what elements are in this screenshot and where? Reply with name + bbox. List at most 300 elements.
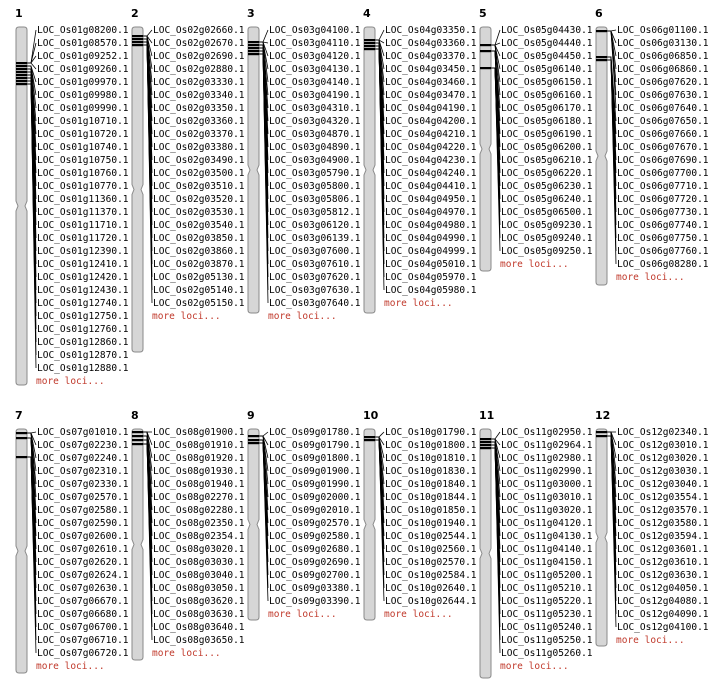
locus-label[interactable]: LOC_Os07g06700.1	[37, 622, 129, 633]
locus-label[interactable]: LOC_Os05g06190.1	[501, 129, 593, 140]
locus-label[interactable]: LOC_Os11g04120.1	[501, 518, 593, 529]
locus-label[interactable]: LOC_Os11g02964.1	[501, 440, 593, 451]
locus-label[interactable]: LOC_Os02g03350.1	[153, 103, 245, 114]
chromosome-number: 2	[131, 7, 139, 20]
locus-label[interactable]: LOC_Os07g02240.1	[37, 453, 129, 464]
chromosome-number: 5	[479, 7, 487, 20]
locus-label[interactable]: LOC_Os02g03510.1	[153, 181, 245, 192]
chromosome-number: 11	[479, 409, 495, 422]
locus-connector	[375, 432, 384, 437]
chromosome-body	[248, 429, 259, 620]
locus-label[interactable]: LOC_Os05g06170.1	[501, 103, 593, 114]
locus-label[interactable]: LOC_Os07g02610.1	[37, 544, 129, 555]
locus-label[interactable]: LOC_Os06g07760.1	[617, 246, 709, 257]
chromosome-8	[131, 409, 245, 660]
chromosome-body	[596, 429, 607, 646]
locus-label[interactable]: LOC_Os09g02690.1	[269, 557, 361, 568]
locus-label[interactable]: LOC_Os06g07700.1	[617, 168, 709, 179]
locus-label[interactable]: LOC_Os02g02880.1	[153, 64, 245, 75]
locus-label[interactable]: LOC_Os12g03610.1	[617, 557, 709, 568]
locus-marker	[16, 83, 27, 85]
locus-label[interactable]: LOC_Os01g10740.1	[37, 142, 129, 153]
locus-label[interactable]: LOC_Os04g04210.1	[385, 129, 477, 140]
locus-label[interactable]: LOC_Os01g12870.1	[37, 350, 129, 361]
locus-label[interactable]: LOC_Os01g11720.1	[37, 233, 129, 244]
locus-label[interactable]: LOC_Os04g03370.1	[385, 51, 477, 62]
locus-label[interactable]: LOC_Os03g04310.1	[269, 103, 361, 114]
locus-label[interactable]: LOC_Os03g04110.1	[269, 38, 361, 49]
locus-label[interactable]: LOC_Os08g03630.1	[153, 609, 245, 620]
locus-label[interactable]: LOC_Os04g04240.1	[385, 168, 477, 179]
locus-label[interactable]: LOC_Os08g02270.1	[153, 492, 245, 503]
more-loci-link[interactable]: more loci...	[152, 648, 221, 659]
locus-label[interactable]: LOC_Os02g03520.1	[153, 194, 245, 205]
locus-label[interactable]: LOC_Os03g04120.1	[269, 51, 361, 62]
locus-label[interactable]: LOC_Os04g04999.1	[385, 246, 477, 257]
locus-label[interactable]: LOC_Os01g10760.1	[37, 168, 129, 179]
locus-label[interactable]: LOC_Os05g06150.1	[501, 77, 593, 88]
locus-label[interactable]: LOC_Os12g03554.1	[617, 492, 709, 503]
chromosome-1	[15, 7, 129, 387]
locus-marker	[480, 50, 491, 52]
locus-connector	[143, 30, 152, 36]
locus-label[interactable]: LOC_Os10g01840.1	[385, 479, 477, 490]
locus-label[interactable]: LOC_Os07g02230.1	[37, 440, 129, 451]
locus-marker	[480, 444, 491, 446]
locus-label[interactable]: LOC_Os03g07620.1	[269, 272, 361, 283]
locus-label[interactable]: LOC_Os01g10770.1	[37, 181, 129, 192]
locus-label[interactable]: LOC_Os06g06850.1	[617, 51, 709, 62]
locus-marker	[480, 441, 491, 443]
locus-label[interactable]: LOC_Os04g04990.1	[385, 233, 477, 244]
locus-label[interactable]: LOC_Os02g03490.1	[153, 155, 245, 166]
locus-connector	[375, 30, 384, 40]
locus-label[interactable]: LOC_Os01g08200.1	[37, 25, 129, 36]
locus-label[interactable]: LOC_Os04g03450.1	[385, 64, 477, 75]
locus-label[interactable]: LOC_Os05g04440.1	[501, 38, 593, 49]
locus-label[interactable]: LOC_Os07g06720.1	[37, 648, 129, 659]
locus-connector	[491, 30, 500, 45]
locus-connector	[259, 30, 268, 42]
locus-label[interactable]: LOC_Os02g02670.1	[153, 38, 245, 49]
locus-label[interactable]: LOC_Os04g05010.1	[385, 259, 477, 270]
locus-label[interactable]: LOC_Os01g12880.1	[37, 363, 129, 374]
locus-label[interactable]: LOC_Os01g11370.1	[37, 207, 129, 218]
locus-marker	[480, 438, 491, 440]
more-loci-link[interactable]: more loci...	[268, 609, 337, 620]
chromosome-12	[595, 409, 709, 646]
locus-label[interactable]: LOC_Os05g04430.1	[501, 25, 593, 36]
locus-label[interactable]: LOC_Os09g02580.1	[269, 531, 361, 542]
locus-label[interactable]: LOC_Os06g07690.1	[617, 155, 709, 166]
locus-label[interactable]: LOC_Os12g03630.1	[617, 570, 709, 581]
locus-label[interactable]: LOC_Os03g04890.1	[269, 142, 361, 153]
locus-label[interactable]: LOC_Os02g03500.1	[153, 168, 245, 179]
locus-label[interactable]: LOC_Os07g02590.1	[37, 518, 129, 529]
locus-label[interactable]: LOC_Os01g09260.1	[37, 64, 129, 75]
chromosome-11	[479, 409, 593, 678]
locus-label[interactable]: LOC_Os06g07710.1	[617, 181, 709, 192]
locus-label[interactable]: LOC_Os09g02010.1	[269, 505, 361, 516]
locus-label[interactable]: LOC_Os02g03340.1	[153, 90, 245, 101]
locus-label[interactable]: LOC_Os03g04900.1	[269, 155, 361, 166]
locus-label[interactable]: LOC_Os05g04450.1	[501, 51, 593, 62]
locus-label[interactable]: LOC_Os10g01830.1	[385, 466, 477, 477]
locus-label[interactable]: LOC_Os01g10720.1	[37, 129, 129, 140]
locus-label[interactable]: LOC_Os12g03570.1	[617, 505, 709, 516]
locus-label[interactable]: LOC_Os11g03000.1	[501, 479, 593, 490]
locus-marker	[16, 456, 27, 458]
locus-label[interactable]: LOC_Os09g02000.1	[269, 492, 361, 503]
locus-label[interactable]: LOC_Os04g04200.1	[385, 116, 477, 127]
locus-label[interactable]: LOC_Os12g02340.1	[617, 427, 709, 438]
chromosome-body	[248, 27, 259, 313]
locus-label[interactable]: LOC_Os02g03870.1	[153, 259, 245, 270]
locus-label[interactable]: LOC_Os11g04150.1	[501, 557, 593, 568]
locus-label[interactable]: LOC_Os02g05130.1	[153, 272, 245, 283]
locus-label[interactable]: LOC_Os03g07640.1	[269, 298, 361, 309]
locus-label[interactable]: LOC_Os11g05230.1	[501, 609, 593, 620]
locus-label[interactable]: LOC_Os07g06680.1	[37, 609, 129, 620]
locus-label[interactable]: LOC_Os03g04140.1	[269, 77, 361, 88]
locus-label[interactable]: LOC_Os11g02950.1	[501, 427, 593, 438]
locus-label[interactable]: LOC_Os05g09250.1	[501, 246, 593, 257]
locus-label[interactable]: LOC_Os05g09240.1	[501, 233, 593, 244]
chromosome-body	[480, 429, 491, 678]
locus-label[interactable]: LOC_Os01g12750.1	[37, 311, 129, 322]
locus-label[interactable]: LOC_Os10g02560.1	[385, 544, 477, 555]
more-loci-link[interactable]: more loci...	[384, 298, 453, 309]
chromosome-number: 12	[595, 409, 611, 422]
locus-label[interactable]: LOC_Os11g03010.1	[501, 492, 593, 503]
locus-label[interactable]: LOC_Os08g03020.1	[153, 544, 245, 555]
locus-label[interactable]: LOC_Os11g05260.1	[501, 648, 593, 659]
locus-label[interactable]: LOC_Os03g07630.1	[269, 285, 361, 296]
locus-label[interactable]: LOC_Os02g02690.1	[153, 51, 245, 62]
chromosome-7	[15, 409, 129, 673]
locus-label[interactable]: LOC_Os02g02660.1	[153, 25, 245, 36]
more-loci-link[interactable]: more loci...	[36, 661, 105, 672]
locus-label[interactable]: LOC_Os09g02680.1	[269, 544, 361, 555]
more-loci-link[interactable]: more loci...	[152, 311, 221, 322]
locus-label[interactable]: LOC_Os11g04130.1	[501, 531, 593, 542]
locus-label[interactable]: LOC_Os12g03601.1	[617, 544, 709, 555]
more-loci-link[interactable]: more loci...	[500, 661, 569, 672]
chromosome-body	[596, 27, 607, 285]
locus-label[interactable]: LOC_Os04g04980.1	[385, 220, 477, 231]
chromosome-6	[595, 7, 709, 285]
locus-label[interactable]: LOC_Os05g06180.1	[501, 116, 593, 127]
locus-label[interactable]: LOC_Os10g02544.1	[385, 531, 477, 542]
locus-label[interactable]: LOC_Os02g03540.1	[153, 220, 245, 231]
locus-label[interactable]: LOC_Os03g06120.1	[269, 220, 361, 231]
locus-label[interactable]: LOC_Os06g03130.1	[617, 38, 709, 49]
locus-marker	[16, 71, 27, 73]
locus-label[interactable]: LOC_Os05g06210.1	[501, 155, 593, 166]
locus-label[interactable]: LOC_Os03g06139.1	[269, 233, 361, 244]
locus-label[interactable]: LOC_Os12g03594.1	[617, 531, 709, 542]
locus-label[interactable]: LOC_Os05g06500.1	[501, 207, 593, 218]
locus-marker	[16, 77, 27, 79]
locus-label[interactable]: LOC_Os05g06160.1	[501, 90, 593, 101]
locus-label[interactable]: LOC_Os09g01780.1	[269, 427, 361, 438]
locus-label[interactable]: LOC_Os11g05220.1	[501, 596, 593, 607]
locus-label[interactable]: LOC_Os12g04050.1	[617, 583, 709, 594]
chromosome-number: 4	[363, 7, 371, 20]
locus-label[interactable]: LOC_Os08g01910.1	[153, 440, 245, 451]
locus-label[interactable]: LOC_Os08g01930.1	[153, 466, 245, 477]
chromosome-10	[363, 409, 477, 620]
locus-label[interactable]: LOC_Os04g04950.1	[385, 194, 477, 205]
locus-marker	[248, 442, 259, 444]
locus-label[interactable]: LOC_Os09g01800.1	[269, 453, 361, 464]
locus-label[interactable]: LOC_Os01g10710.1	[37, 116, 129, 127]
locus-label[interactable]: LOC_Os08g02354.1	[153, 531, 245, 542]
locus-label[interactable]: LOC_Os03g05800.1	[269, 181, 361, 192]
locus-label[interactable]: LOC_Os01g09990.1	[37, 103, 129, 114]
chromosome-3	[247, 7, 361, 322]
chromosome-body	[16, 429, 27, 673]
locus-label[interactable]: LOC_Os09g01790.1	[269, 440, 361, 451]
locus-label[interactable]: LOC_Os12g03030.1	[617, 466, 709, 477]
locus-label[interactable]: LOC_Os11g03020.1	[501, 505, 593, 516]
locus-label[interactable]: LOC_Os03g04190.1	[269, 90, 361, 101]
locus-marker	[596, 59, 607, 61]
locus-label[interactable]: LOC_Os03g07600.1	[269, 246, 361, 257]
locus-label[interactable]: LOC_Os08g03050.1	[153, 583, 245, 594]
locus-label[interactable]: LOC_Os01g12430.1	[37, 285, 129, 296]
locus-label[interactable]: LOC_Os07g02624.1	[37, 570, 129, 581]
locus-label[interactable]: LOC_Os07g02330.1	[37, 479, 129, 490]
chromosome-2	[131, 7, 245, 352]
locus-label[interactable]: LOC_Os01g12760.1	[37, 324, 129, 335]
chromosome-body	[480, 27, 491, 271]
locus-label[interactable]: LOC_Os08g01900.1	[153, 427, 245, 438]
locus-label[interactable]: LOC_Os10g01810.1	[385, 453, 477, 464]
locus-marker	[248, 47, 259, 49]
locus-label[interactable]: LOC_Os07g02630.1	[37, 583, 129, 594]
locus-label[interactable]: LOC_Os04g03470.1	[385, 90, 477, 101]
more-loci-link[interactable]: more loci...	[384, 609, 453, 620]
locus-label[interactable]: LOC_Os04g03460.1	[385, 77, 477, 88]
locus-label[interactable]: LOC_Os11g05240.1	[501, 622, 593, 633]
locus-label[interactable]: LOC_Os01g12390.1	[37, 246, 129, 257]
locus-label[interactable]: LOC_Os11g02980.1	[501, 453, 593, 464]
locus-label[interactable]: LOC_Os01g08570.1	[37, 38, 129, 49]
locus-label[interactable]: LOC_Os02g03860.1	[153, 246, 245, 257]
locus-label[interactable]: LOC_Os01g12410.1	[37, 259, 129, 270]
locus-label[interactable]: LOC_Os02g05140.1	[153, 285, 245, 296]
locus-marker	[16, 62, 27, 64]
locus-label[interactable]: LOC_Os09g02570.1	[269, 518, 361, 529]
locus-label[interactable]: LOC_Os12g04090.1	[617, 609, 709, 620]
locus-label[interactable]: LOC_Os05g06140.1	[501, 64, 593, 75]
locus-label[interactable]: LOC_Os07g06710.1	[37, 635, 129, 646]
locus-label[interactable]: LOC_Os08g02280.1	[153, 505, 245, 516]
locus-label[interactable]: LOC_Os09g01990.1	[269, 479, 361, 490]
locus-marker	[480, 44, 491, 46]
locus-label[interactable]: LOC_Os01g09252.1	[37, 51, 129, 62]
locus-label[interactable]: LOC_Os06g07630.1	[617, 90, 709, 101]
locus-label[interactable]: LOC_Os10g02644.1	[385, 596, 477, 607]
locus-label[interactable]: LOC_Os01g12740.1	[37, 298, 129, 309]
locus-label[interactable]: LOC_Os03g05806.1	[269, 194, 361, 205]
more-loci-link[interactable]: more loci...	[36, 376, 105, 387]
locus-label[interactable]: LOC_Os04g04410.1	[385, 181, 477, 192]
more-loci-link[interactable]: more loci...	[500, 259, 569, 270]
chromosome-body	[364, 27, 375, 313]
locus-label[interactable]: LOC_Os06g07750.1	[617, 233, 709, 244]
locus-label[interactable]: LOC_Os11g02990.1	[501, 466, 593, 477]
locus-label[interactable]: LOC_Os07g06670.1	[37, 596, 129, 607]
locus-label[interactable]: LOC_Os01g11360.1	[37, 194, 129, 205]
locus-label[interactable]: LOC_Os04g03350.1	[385, 25, 477, 36]
locus-label[interactable]: LOC_Os07g02600.1	[37, 531, 129, 542]
chromosome-body	[132, 27, 143, 352]
locus-label[interactable]: LOC_Os09g03390.1	[269, 596, 361, 607]
locus-connector	[27, 43, 36, 63]
locus-label[interactable]: LOC_Os01g12420.1	[37, 272, 129, 283]
locus-marker	[364, 436, 375, 438]
locus-label[interactable]: LOC_Os04g04230.1	[385, 155, 477, 166]
locus-marker	[364, 42, 375, 44]
locus-label[interactable]: LOC_Os02g03530.1	[153, 207, 245, 218]
locus-label[interactable]: LOC_Os06g06860.1	[617, 64, 709, 75]
locus-label[interactable]: LOC_Os07g01010.1	[37, 427, 129, 438]
locus-label[interactable]: LOC_Os08g02350.1	[153, 518, 245, 529]
locus-label[interactable]: LOC_Os09g03380.1	[269, 583, 361, 594]
locus-label[interactable]: LOC_Os03g05790.1	[269, 168, 361, 179]
chromosome-body	[364, 429, 375, 620]
locus-label[interactable]: LOC_Os06g07730.1	[617, 207, 709, 218]
locus-label[interactable]: LOC_Os03g05812.1	[269, 207, 361, 218]
chromosome-number: 9	[247, 409, 255, 422]
locus-label[interactable]: LOC_Os04g05980.1	[385, 285, 477, 296]
locus-marker	[16, 80, 27, 82]
locus-label[interactable]: LOC_Os07g02580.1	[37, 505, 129, 516]
locus-marker	[248, 439, 259, 441]
locus-label[interactable]: LOC_Os08g01940.1	[153, 479, 245, 490]
locus-marker	[132, 431, 143, 433]
locus-label[interactable]: LOC_Os08g01920.1	[153, 453, 245, 464]
locus-marker	[132, 435, 143, 437]
chromosome-number: 7	[15, 409, 23, 422]
locus-label[interactable]: LOC_Os07g02620.1	[37, 557, 129, 568]
locus-label[interactable]: LOC_Os08g03650.1	[153, 635, 245, 646]
locus-label[interactable]: LOC_Os05g06240.1	[501, 194, 593, 205]
locus-label[interactable]: LOC_Os06g07670.1	[617, 142, 709, 153]
locus-label[interactable]: LOC_Os10g02570.1	[385, 557, 477, 568]
locus-label[interactable]: LOC_Os01g11710.1	[37, 220, 129, 231]
locus-label[interactable]: LOC_Os10g01844.1	[385, 492, 477, 503]
locus-label[interactable]: LOC_Os05g09230.1	[501, 220, 593, 231]
locus-label[interactable]: LOC_Os06g07720.1	[617, 194, 709, 205]
locus-label[interactable]: LOC_Os04g04970.1	[385, 207, 477, 218]
locus-marker	[596, 30, 607, 32]
locus-label[interactable]: LOC_Os09g02700.1	[269, 570, 361, 581]
locus-label[interactable]: LOC_Os02g05150.1	[153, 298, 245, 309]
locus-label[interactable]: LOC_Os10g01790.1	[385, 427, 477, 438]
more-loci-link[interactable]: more loci...	[268, 311, 337, 322]
locus-label[interactable]: LOC_Os09g01900.1	[269, 466, 361, 477]
locus-label[interactable]: LOC_Os01g09980.1	[37, 90, 129, 101]
locus-label[interactable]: LOC_Os11g05200.1	[501, 570, 593, 581]
locus-label[interactable]: LOC_Os08g03620.1	[153, 596, 245, 607]
locus-label[interactable]: LOC_Os04g04190.1	[385, 103, 477, 114]
locus-label[interactable]: LOC_Os02g03850.1	[153, 233, 245, 244]
locus-label[interactable]: LOC_Os10g02640.1	[385, 583, 477, 594]
locus-label[interactable]: LOC_Os12g04080.1	[617, 596, 709, 607]
locus-label[interactable]: LOC_Os08g03640.1	[153, 622, 245, 633]
locus-label[interactable]: LOC_Os03g04320.1	[269, 116, 361, 127]
locus-label[interactable]: LOC_Os06g07740.1	[617, 220, 709, 231]
locus-label[interactable]: LOC_Os02g03360.1	[153, 116, 245, 127]
chromosome-number: 1	[15, 7, 23, 20]
locus-label[interactable]: LOC_Os07g02570.1	[37, 492, 129, 503]
locus-label[interactable]: LOC_Os04g03360.1	[385, 38, 477, 49]
locus-marker	[364, 39, 375, 41]
locus-label[interactable]: LOC_Os02g03330.1	[153, 77, 245, 88]
locus-label[interactable]: LOC_Os01g10750.1	[37, 155, 129, 166]
locus-label[interactable]: LOC_Os05g06220.1	[501, 168, 593, 179]
locus-label[interactable]: LOC_Os10g01850.1	[385, 505, 477, 516]
locus-marker	[364, 48, 375, 50]
locus-label[interactable]: LOC_Os04g04220.1	[385, 142, 477, 153]
locus-label[interactable]: LOC_Os11g05210.1	[501, 583, 593, 594]
locus-label[interactable]: LOC_Os06g07640.1	[617, 103, 709, 114]
locus-label[interactable]: LOC_Os12g03040.1	[617, 479, 709, 490]
locus-label[interactable]: LOC_Os03g07610.1	[269, 259, 361, 270]
locus-label[interactable]: LOC_Os12g03020.1	[617, 453, 709, 464]
more-loci-link[interactable]: more loci...	[616, 635, 685, 646]
chromosome-9	[247, 409, 361, 620]
locus-marker	[132, 35, 143, 37]
locus-label[interactable]: LOC_Os06g07660.1	[617, 129, 709, 140]
locus-label[interactable]: LOC_Os02g03380.1	[153, 142, 245, 153]
locus-label[interactable]: LOC_Os03g04870.1	[269, 129, 361, 140]
locus-connector	[259, 432, 268, 436]
locus-label[interactable]: LOC_Os06g01100.1	[617, 25, 709, 36]
locus-label[interactable]: LOC_Os02g03370.1	[153, 129, 245, 140]
locus-label[interactable]: LOC_Os08g03040.1	[153, 570, 245, 581]
locus-label[interactable]: LOC_Os12g03010.1	[617, 440, 709, 451]
locus-label[interactable]: LOC_Os03g04130.1	[269, 64, 361, 75]
locus-label[interactable]: LOC_Os10g01800.1	[385, 440, 477, 451]
locus-marker	[16, 65, 27, 67]
locus-marker	[364, 45, 375, 47]
locus-label[interactable]: LOC_Os10g02584.1	[385, 570, 477, 581]
locus-label[interactable]: LOC_Os05g06200.1	[501, 142, 593, 153]
locus-label[interactable]: LOC_Os05g06230.1	[501, 181, 593, 192]
locus-label[interactable]: LOC_Os08g03030.1	[153, 557, 245, 568]
locus-marker	[132, 38, 143, 40]
locus-label[interactable]: LOC_Os07g02310.1	[37, 466, 129, 477]
locus-label[interactable]: LOC_Os11g04140.1	[501, 544, 593, 555]
locus-label[interactable]: LOC_Os04g05970.1	[385, 272, 477, 283]
locus-label[interactable]: LOC_Os01g12860.1	[37, 337, 129, 348]
locus-label[interactable]: LOC_Os03g04100.1	[269, 25, 361, 36]
locus-label[interactable]: LOC_Os12g03580.1	[617, 518, 709, 529]
locus-label[interactable]: LOC_Os01g09970.1	[37, 77, 129, 88]
locus-label[interactable]: LOC_Os06g07650.1	[617, 116, 709, 127]
locus-label[interactable]: LOC_Os10g01940.1	[385, 518, 477, 529]
more-loci-link[interactable]: more loci...	[616, 272, 685, 283]
locus-label[interactable]: LOC_Os11g05250.1	[501, 635, 593, 646]
locus-marker	[596, 56, 607, 58]
locus-label[interactable]: LOC_Os06g07620.1	[617, 77, 709, 88]
locus-label[interactable]: LOC_Os06g08280.1	[617, 259, 709, 270]
locus-label[interactable]: LOC_Os12g04100.1	[617, 622, 709, 633]
